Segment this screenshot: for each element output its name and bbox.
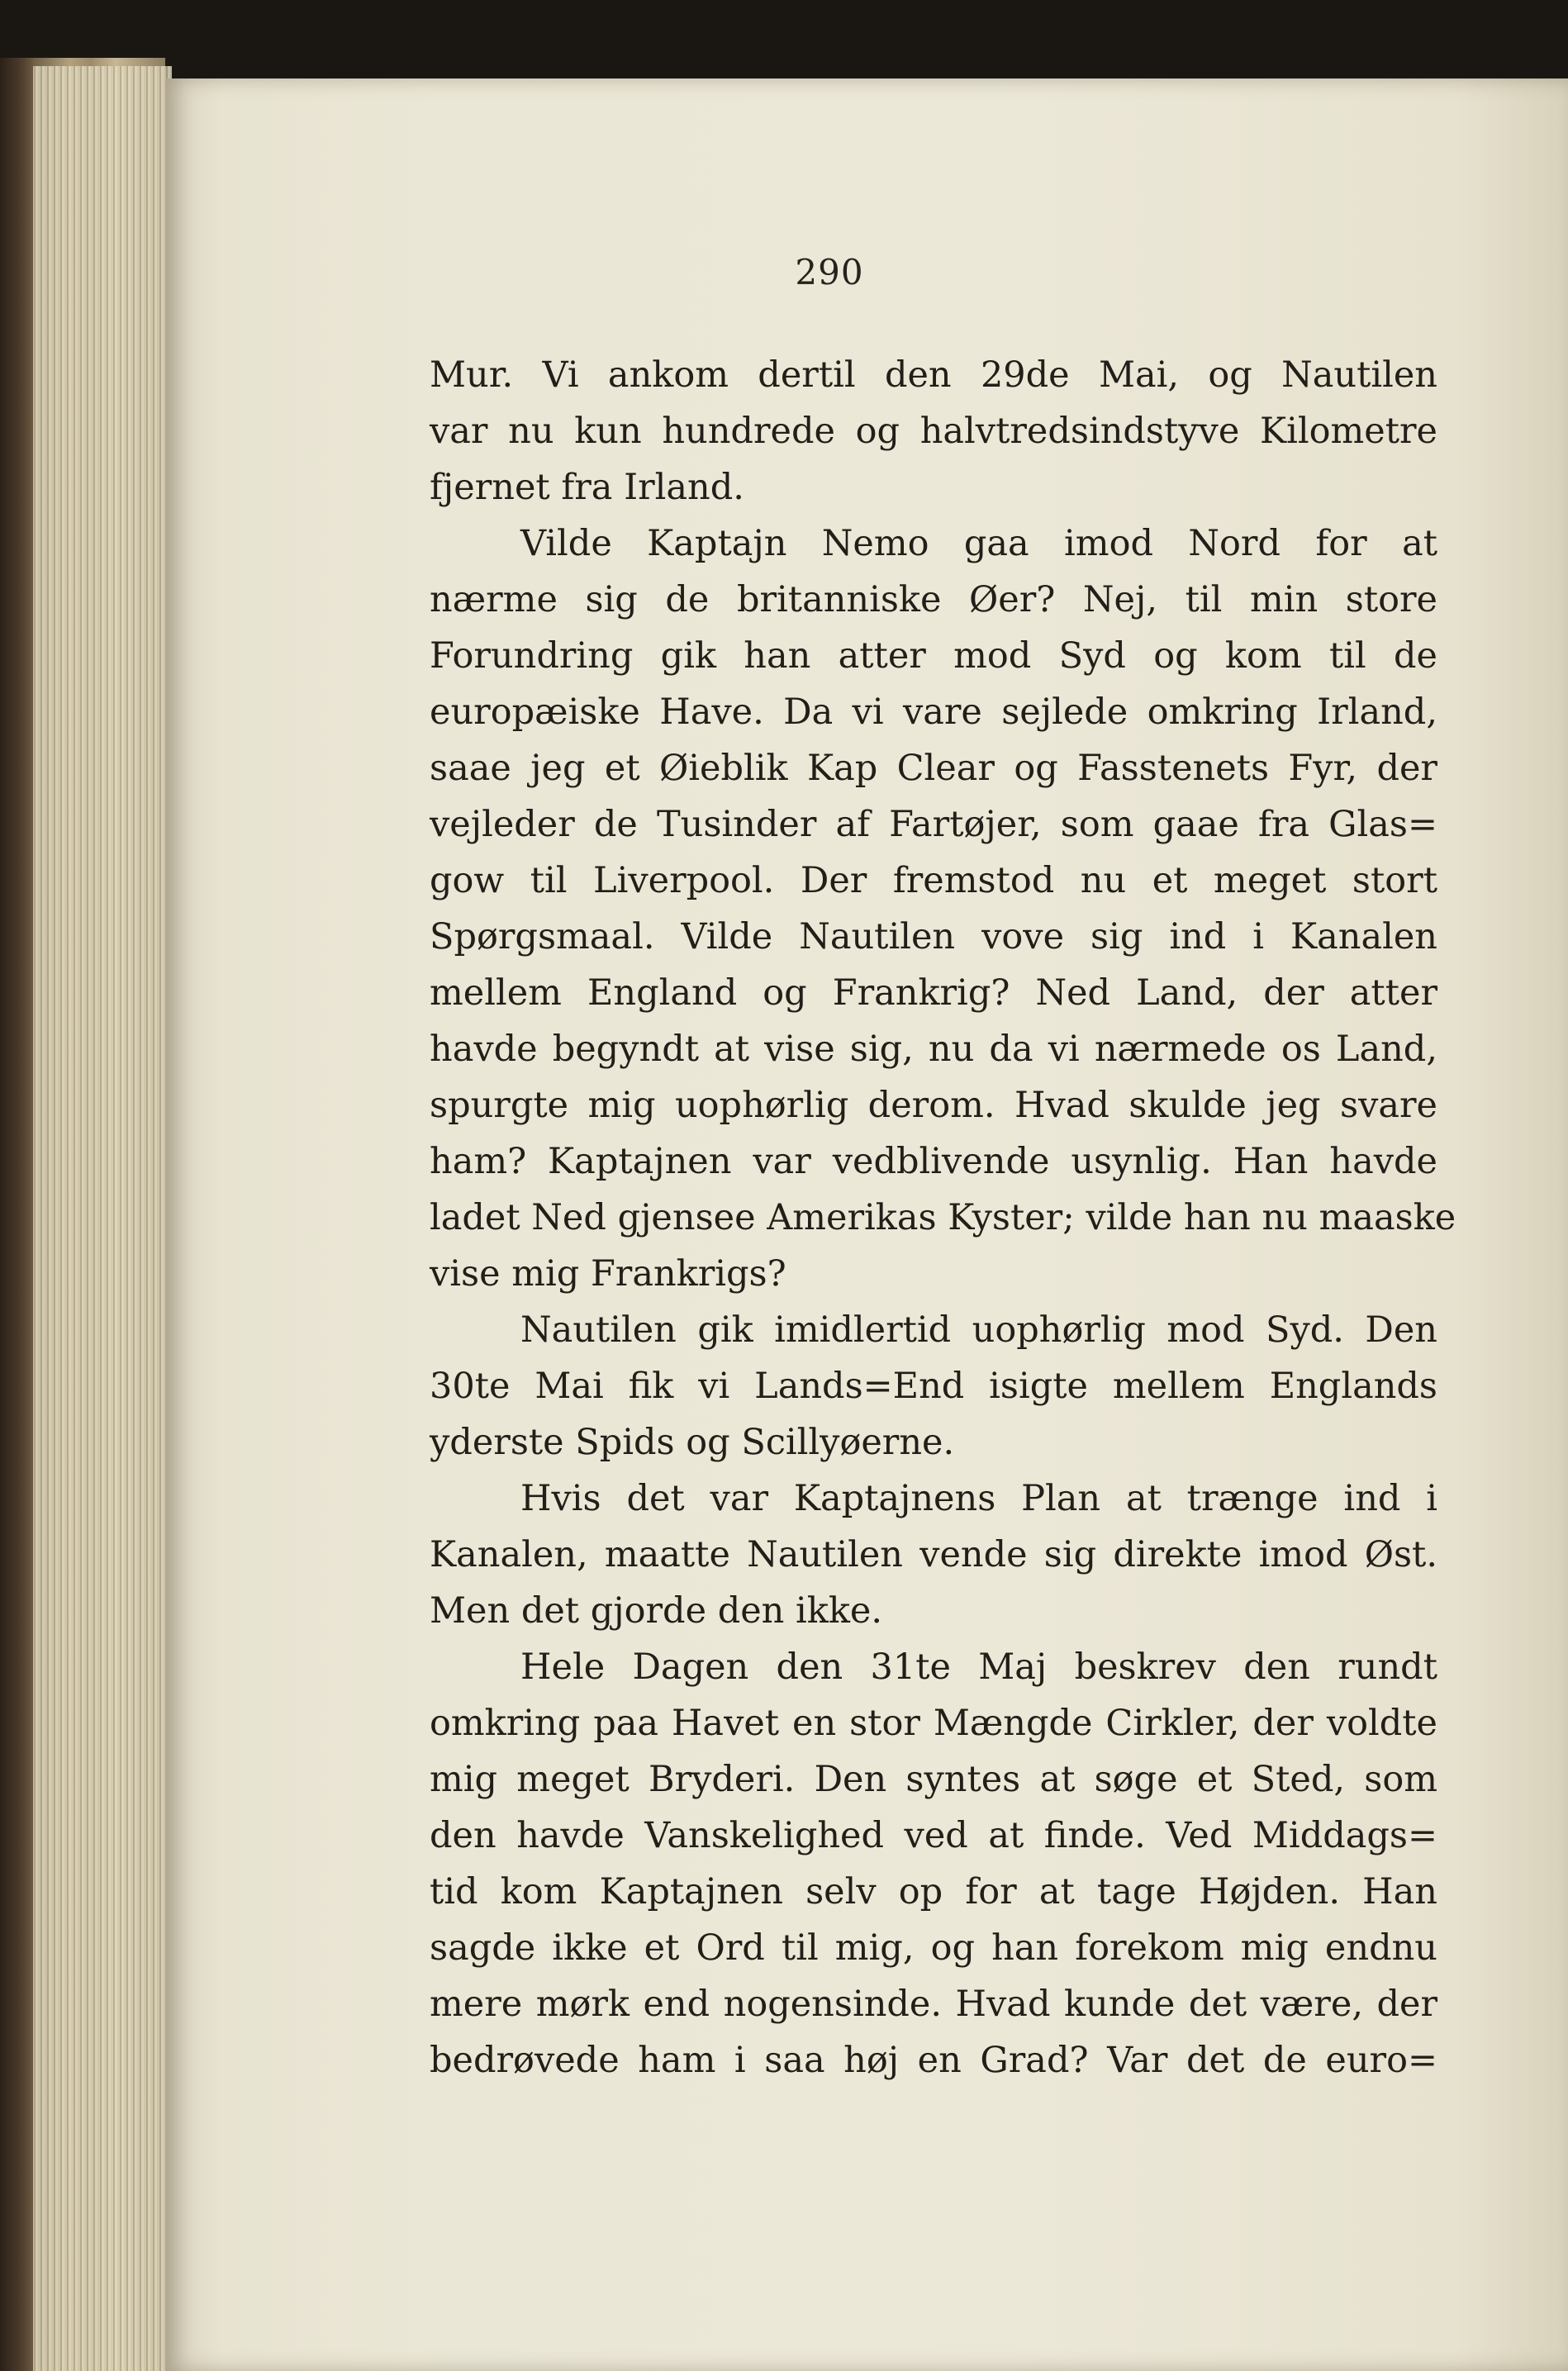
text-line: gow til Liverpool. Der fremstod nu et meget stort: [430, 860, 1437, 901]
text-line: ham? Kaptajnen var vedblivende usynlig. Han havde: [430, 1141, 1437, 1182]
page-stack-edges: [31, 66, 172, 2371]
text-line: den havde Vanskelighed ved at finde. Ved Middags=: [430, 1815, 1437, 1856]
text-line: Nautilen gik imidlertid uophørlig mod Syd. Den: [520, 1309, 1437, 1351]
text-line: europæiske Have. Da vi vare sejlede omkring Irland,: [430, 691, 1437, 733]
text-line: mig meget Bryderi. Den syntes at søge et Sted, som: [430, 1759, 1437, 1800]
text-line: Hvis det var Kaptajnens Plan at trænge ind i: [520, 1478, 1437, 1519]
text-line: Forundring gik han atter mod Syd og kom til de: [430, 635, 1437, 677]
text-line: Kanalen, maatte Nautilen vende sig direkte imod Øst.: [430, 1534, 1437, 1575]
page-number: 290: [795, 252, 864, 292]
text-line: omkring paa Havet en stor Mængde Cirkler, der voldte: [430, 1703, 1437, 1744]
text-line: mellem England og Frankrig? Ned Land, der atter: [430, 972, 1437, 1014]
text-line: 30te Mai fik vi Lands=End isigte mellem Englands: [430, 1366, 1437, 1407]
text-line: nærme sig de britanniske Øer? Nej, til min store: [430, 579, 1437, 620]
text-line: havde begyndt at vise sig, nu da vi nærmede os Land,: [430, 1029, 1437, 1070]
text-line: spurgte mig uophørlig derom. Hvad skulde jeg svare: [430, 1085, 1437, 1126]
text-line: tid kom Kaptajnen selv op for at tage Højden. Han: [430, 1871, 1437, 1912]
text-line: sagde ikke et Ord til mig, og han forekom mig endnu: [430, 1927, 1437, 1969]
text-line: yderste Spids og Scillyøerne.: [430, 1422, 955, 1463]
text-line: saae jeg et Øieblik Kap Clear og Fasstenets Fyr, der: [430, 748, 1437, 789]
body-text: [430, 347, 1456, 2088]
text-line: Men det gjorde den ikke.: [430, 1590, 883, 1632]
text-line: Hele Dagen den 31te Maj beskrev den rundt: [520, 1646, 1437, 1688]
book-spine: [0, 58, 33, 2371]
text-line: ladet Ned gjensee Amerikas Kyster; vilde han nu maaske: [430, 1197, 1456, 1238]
text-line: Mur. Vi ankom dertil den 29de Mai, og Nautilen: [430, 354, 1437, 396]
text-line: fjernet fra Irland.: [430, 467, 744, 508]
text-line: Spørgsmaal. Vilde Nautilen vove sig ind i Kanalen: [430, 916, 1437, 957]
text-line: mere mørk end nogensinde. Hvad kunde det være, der: [430, 1984, 1437, 2025]
text-line: vejleder de Tusinder af Fartøjer, som gaae fra Glas=: [430, 804, 1437, 845]
text-line: Vilde Kaptajn Nemo gaa imod Nord for at: [520, 523, 1437, 564]
text-line: vise mig Frankrigs?: [430, 1253, 786, 1295]
text-line: var nu kun hundrede og halvtredsindstyve Kilometre: [430, 411, 1437, 452]
text-line: bedrøvede ham i saa høj en Grad? Var det de euro=: [430, 2040, 1437, 2081]
